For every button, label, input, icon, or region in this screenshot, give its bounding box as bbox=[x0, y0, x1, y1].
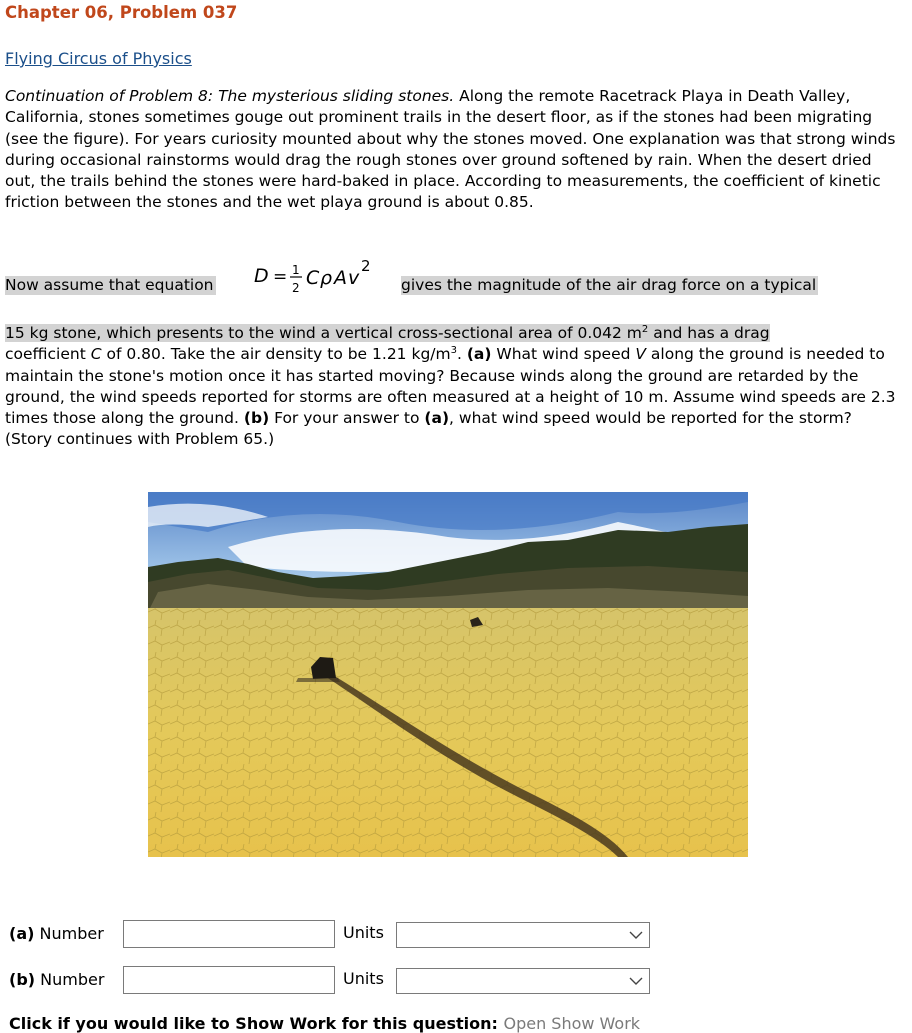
book-link[interactable]: Flying Circus of Physics bbox=[5, 49, 192, 68]
area-exponent: 2 bbox=[641, 324, 649, 335]
eq-rho: ρ bbox=[320, 267, 333, 289]
answer-b-text: Number bbox=[35, 970, 105, 989]
rest-text-d: What wind speed bbox=[491, 345, 636, 364]
rest-text-b: of 0.80. Take the air density to be 1.21 kg/m bbox=[101, 345, 451, 364]
rest-text-e: along the ground is needed to maintain the stone's motion once it has started moving? Because winds along the ground are retarded by the ground, the wind speeds reported for storms are often measured at a height of 10 m. Assume wind speeds are 2.3 times those along the ground. bbox=[5, 345, 896, 428]
eq-frac-num: 1 bbox=[292, 263, 300, 277]
answer-row-b bbox=[9, 966, 689, 996]
eq-c: C bbox=[306, 267, 320, 289]
answer-a-text: Number bbox=[34, 924, 104, 943]
stone-text-b: and has a drag bbox=[648, 324, 770, 342]
eq-frac-den: 2 bbox=[292, 281, 300, 295]
answer-b-label bbox=[9, 970, 104, 989]
part-a-tag: (a) bbox=[466, 345, 492, 364]
open-show-work-link[interactable]: Open Show Work bbox=[503, 1014, 641, 1033]
problem-intro bbox=[5, 86, 898, 214]
equation-line bbox=[5, 255, 900, 295]
answer-b-units-select[interactable] bbox=[396, 968, 650, 994]
answer-a-tag: (a) bbox=[9, 924, 35, 943]
rest-var-c: C bbox=[90, 345, 102, 364]
part-a-ref: (a) bbox=[424, 409, 450, 428]
answer-a-units-label: Units bbox=[343, 923, 384, 942]
problem-rest bbox=[5, 323, 898, 451]
answer-b-tag: (b) bbox=[9, 970, 36, 989]
stone-text-a: 15 kg stone, which presents to the wind a vertical cross-sectional area of 0.042 m bbox=[5, 324, 642, 342]
equation-prefix: Now assume that equation bbox=[5, 276, 214, 294]
answer-a-label bbox=[9, 924, 104, 943]
stone-description bbox=[5, 324, 770, 342]
answer-a-number-input[interactable] bbox=[123, 920, 335, 948]
eq-v: v bbox=[348, 267, 360, 289]
eq-equals: = bbox=[273, 267, 288, 287]
drag-equation bbox=[254, 255, 399, 295]
rest-text-a: coefficient bbox=[5, 345, 91, 364]
intro-italic: Continuation of Problem 8: The mysterious sliding stones. bbox=[5, 87, 455, 105]
chevron-down-icon bbox=[629, 974, 643, 988]
answer-b-number-input[interactable] bbox=[123, 966, 335, 994]
eq-exponent: 2 bbox=[361, 257, 371, 275]
rest-text-c: . bbox=[456, 345, 467, 364]
chevron-down-icon bbox=[629, 928, 643, 942]
show-work-text: Click if you would like to Show Work for this question: bbox=[9, 1014, 498, 1033]
intro-text: Along the remote Racetrack Playa in Death Valley, California, stones sometimes gouge out prominent trails in the desert floor, as if the stones had been migrating (see the figure). For years curiosity mounted about why the stones moved. One explanation was that strong winds during occasional rainstorms would drag the rough stones over ground softened by rain. When the desert dried out, the trails behind the stones were hard-baked in place. According to measurements, the coefficient of kinetic friction between the stones and the wet playa ground is about 0.85. bbox=[5, 87, 896, 212]
density-exponent: 3 bbox=[450, 345, 457, 357]
rest-text-g: , what wind speed would be reported for the storm? (Story continues with Problem 65.) bbox=[5, 409, 852, 449]
rest-text-f: For your answer to bbox=[269, 409, 425, 428]
equation-suffix: gives the magnitude of the air drag force on a typical bbox=[401, 276, 817, 294]
chapter-title: Chapter 06, Problem 037 bbox=[5, 3, 238, 22]
part-b-tag: (b) bbox=[243, 409, 270, 428]
eq-a: A bbox=[334, 267, 347, 289]
answer-a-units-select[interactable] bbox=[396, 922, 650, 948]
answer-row-a bbox=[9, 920, 689, 950]
sliding-stones-photo bbox=[148, 492, 748, 857]
eq-lhs: D bbox=[254, 265, 269, 287]
rest-var-v: V bbox=[635, 345, 646, 364]
answer-b-units-label: Units bbox=[343, 969, 384, 988]
